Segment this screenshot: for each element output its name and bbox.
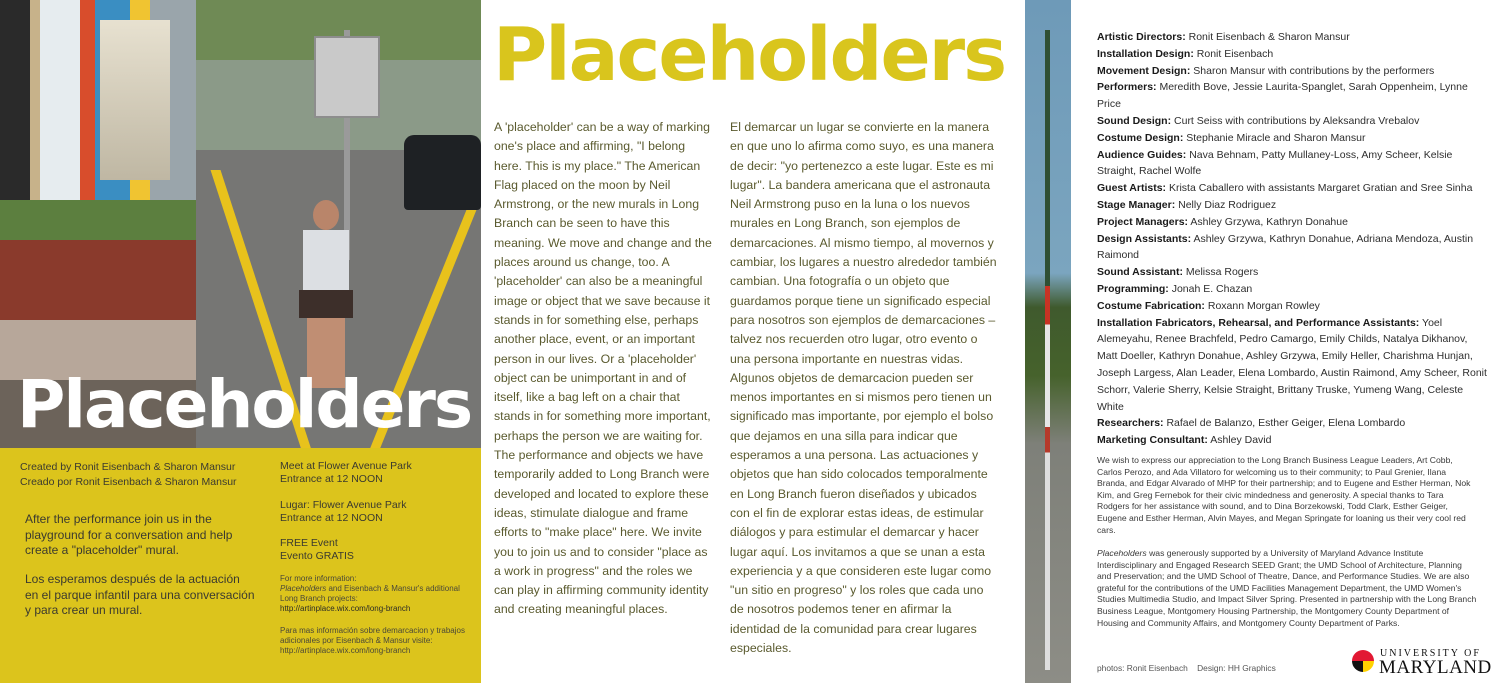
credit-role: Researchers: [1097,417,1164,430]
meeting-time: Entrance at 12 NOON [280,473,383,485]
free-event-es: Evento GRATIS [280,550,354,562]
join-invitation-en: After the performance join us in the playground for a conversation and help create a "placeholder" mural. [25,512,233,557]
logo-small-text: UNIVERSITY OF [1380,648,1481,659]
credit-names: Melissa Rogers [1185,266,1259,279]
credit-role: Project Managers: [1097,215,1189,228]
seated-performer [291,200,361,390]
credit-names: Ashley Grzywa, Kathryn Donahue, Adriana Mendoza, Austin Raimond [1097,232,1474,262]
street-sign [314,36,380,118]
meeting-location-en [280,460,412,486]
credit-item [1097,180,1487,197]
credit-item [1097,315,1487,416]
creator-credit-en: Created by Ronit Eisenbach & Sharon Mansur [20,461,236,473]
credit-item [1097,130,1487,147]
credit-item [1097,264,1487,281]
more-info-en [280,574,470,614]
support-italic: Placeholders [1097,548,1147,558]
photos-credit: photos: Ronit Eisenbach [1097,663,1188,673]
left-panel [0,0,481,683]
info-url-link[interactable]: http://artinplace.wix.com/long-branch [280,604,411,613]
umd-seal-icon [1352,650,1374,672]
creator-credit [20,460,237,490]
credit-names: Ronit Eisenbach [1196,47,1274,60]
info-rest: and Eisenbach & Mansur's additional Long Branch projects: [280,584,460,603]
support-statement [1097,548,1477,629]
credit-names: Jonah E. Chazan [1171,282,1253,295]
credit-role: Sound Assistant: [1097,266,1183,279]
meeting-time-es: Entrance at 12 NOON [280,512,383,524]
design-credit: Design: HH Graphics [1197,663,1276,673]
credit-names: Stephanie Miracle and Sharon Mansur [1186,131,1366,144]
pole-photo-strip [1025,0,1071,683]
credit-names: Ashley David [1210,434,1272,447]
credit-role: Artistic Directors: [1097,31,1186,43]
painted-pole [1045,30,1050,670]
meeting-place-es: Lugar: Flower Avenue Park [280,499,407,511]
photo-collage [0,0,481,448]
credit-role: Movement Design: [1097,64,1191,77]
body-text-es: El demarcar un lugar se convierte en la manera en que uno lo afirma como suyo, es una manera de decir: "yo pertenezco a este lugar. Este es mi lugar". La bandera americana que el astronauta Neil Armstrong puso en la luna o los nuevos murales en Long Branch, son ejemplos de demarcaciones. Al mismo tiempo, al movernos y cambiar, los lugares a nuestro alrededor también cambian. Una fotografía o un objeto que guardamos porque tiene un significado especial para nosotros son ejemplos de demarcaciones – talvez nos recuerden otro lugar, otro evento o una persona importante en nuestras vidas. Algunos objetos de demarcacion pueden ser menos importantes en si mismos pero tienen un significado mas importante, por ejemplo el bolso que dejamos en una silla para indicar que esperamos a una persona. Las actuaciones y objetos que han sido colocados temporalmente en Long Branch fueron diseñados y ubicados con el fin de explorar estas ideas, de estimular diálogos y para estimular el demarcar y hacer lugar aquí. Los invitamos a que se unan a esta experiencia y a que consideren este lugar como "un sitio en progreso" y los roles que cada uno de nosotros podemos tener en afirmar la identidad de la comunidad para crear lugares especiales. [730,120,997,656]
credit-names: Roxann Morgan Rowley [1207,299,1320,312]
credit-item [1097,79,1487,113]
join-invitation-es: Los esperamos después de la actuación en el parque infantil para una conversación y para crear un mural. [25,572,255,617]
support-rest: was generously supported by a University of Maryland Advance Institute Interdisciplinary and Engaged Research SEED Grant; the UMD School of Architecture, Planning and Preservation; and the UMD School of Theatre, Dance, and Performance Studies. We are also grateful for the contributions of the UMD Facilities Management Department, the UMD Women's Studies Multimedia Studio, and Impact Silver Spring. Presented in partnership with the Long Branch Business League, Montgomery Housing Partnership, the Montgomery County Department of Housing and Community Affairs, and Montgomery County Department of Parks. [1097,548,1477,628]
credit-item [1097,46,1487,63]
page-title: Placeholders [493,12,1006,98]
info-es-text: Para mas información sobre demarcacion y trabajos adicionales por Eisenbach & Mansur visite: [280,626,465,645]
credit-item [1097,281,1487,298]
credit-role: Design Assistants: [1097,232,1192,245]
overlay-title: Placeholders [17,366,472,443]
credit-item [1097,147,1487,181]
credit-item [1097,415,1487,432]
credit-role: Audience Guides: [1097,148,1187,161]
mural-photo [0,0,196,200]
credits-list [1097,29,1487,449]
credit-item [1097,298,1487,315]
info-italic: Placeholders [280,584,327,593]
credit-names: Krista Caballero with assistants Margaret Gratian and Sree Sinha [1168,182,1473,195]
info-prefix: For more information: [280,574,357,583]
info-es-url-link[interactable]: http://artinplace.wix.com/long-branch [280,646,411,655]
credit-names: Sharon Mansur with contributions by the performers [1193,64,1435,77]
meeting-place: Meet at Flower Avenue Park [280,460,412,472]
credit-role: Installation Design: [1097,47,1194,60]
free-event-en: FREE Event [280,537,338,549]
credit-role: Costume Fabrication: [1097,299,1205,312]
credit-names: Rafael de Balanzo, Esther Geiger, Elena Lombardo [1166,417,1406,430]
credit-item [1097,432,1487,449]
credit-names: Nelly Diaz Rodriguez [1178,198,1277,211]
credit-role: Stage Manager: [1097,198,1176,211]
logo-big-text: MARYLAND [1379,657,1492,678]
credit-item [1097,231,1487,265]
acknowledgements: We wish to express our appreciation to the Long Branch Business League Leaders, Art Cobb, Carlos Perozo, and Ada Villatoro for welcoming us to their community; to Paul Grenier, Ilana Branda, and Edgar Alvarado of MHP for their partnership; and to Eugene and Esther Herman, Nok Kim, and Greg Fernebok for their civic mindedness and generosity. A special thanks to Tara Rodgers for her assistance with sound, and to Dina Borzekowski, Todd Clark, Esther Geiger, Eugene and Esther Herman, Alvin Mayes, and Megan Springate for loaning us their very cool red cars. [1097,455,1471,535]
credit-item [1097,63,1487,80]
credit-names: Ashley Grzywa, Kathryn Donahue [1190,215,1348,228]
credit-item [1097,214,1487,231]
university-logo [1352,648,1492,678]
credit-names: Curt Seiss with contributions by Aleksandra Vrebalov [1174,114,1420,127]
credit-item [1097,197,1487,214]
creator-credit-es: Creado por Ronit Eisenbach & Sharon Mansur [20,476,237,488]
credit-names: Meredith Bove, Jessie Laurita-Spanglet, Sarah Oppenheim, Lynne Price [1097,81,1468,111]
credit-role: Programming: [1097,282,1169,295]
credit-names: Nava Behnam, Patty Mullaney-Loss, Amy Scheer, Kelsie Straight, Rachel Wolfe [1097,148,1453,178]
credit-role: Performers: [1097,81,1157,94]
more-info-es [280,626,470,656]
credit-names: Yoel Alemeyahu, Renee Brachfeld, Pedro Camargo, Emily Childs, Natalya Dikhanov, Matt Doeller, Kathryn Donahue, Ashley Grzywa, Emily Heller, Charishma Hunjan, Joseph Largess, Alan Leader, Elena Lombardo, Austin Raimond, Amy Scheer, Ronit Schorr, Valerie Sherry, Kelsie Straight, Brittany Truske, Yumeng Wang, Celeste White [1097,316,1487,413]
meeting-location-es [280,499,406,525]
credit-item [1097,29,1487,46]
credit-role: Installation Fabricators, Rehearsal, and Performance Assistants: [1097,316,1420,329]
credit-item [1097,113,1487,130]
credit-role: Costume Design: [1097,131,1184,144]
body-text-en: A 'placeholder' can be a way of marking one's place and affirming, "I belong here. This is my place." The American Flag placed on the moon by Neil Armstrong, or the new murals in Long Branch can be seen to have this meaning. We move and change and the places around us change, too. A 'placeholder' can also be a meaningful image or object that we save because it stands in for something else, perhaps another place, event, or an important person in our lives. Or a 'placeholder' object can be unimportant in and of itself, like a bag left on a chair that stands in for something more important, perhaps the person we are waiting for. The performance and objects we have temporarily added to Long Branch were developed and located to explore these ideas, stimulate dialogue and frame efforts to "make place" here. We invite you to join us and to consider "place as a work in progress" and the roles we can play in affirming community identity and creating meaningful places. [494,120,712,617]
credit-role: Guest Artists: [1097,182,1167,195]
parked-car [404,135,481,210]
credit-names: Ronit Eisenbach & Sharon Mansur [1188,31,1350,43]
credit-role: Marketing Consultant: [1097,434,1208,447]
free-event-note [280,537,354,563]
photo-design-credit [1097,663,1276,673]
credit-role: Sound Design: [1097,114,1172,127]
